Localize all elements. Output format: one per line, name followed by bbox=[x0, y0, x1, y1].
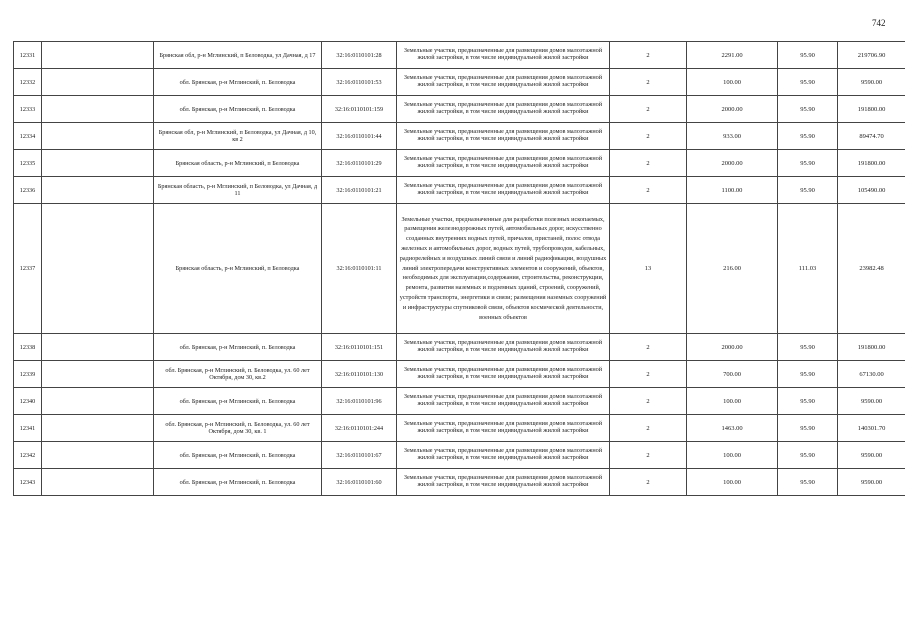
unit-rate-cell: 95.90 bbox=[778, 150, 838, 177]
cadastral-number-cell: 32:16:0110101:67 bbox=[322, 442, 397, 469]
unit-rate-cell: 95.90 bbox=[778, 123, 838, 150]
cadastral-registry-table bbox=[13, 41, 905, 496]
unit-rate-cell: 95.90 bbox=[778, 388, 838, 415]
unit-rate-cell: 95.90 bbox=[778, 469, 838, 496]
area-cell: 100.00 bbox=[687, 442, 778, 469]
cadastral-value-cell: 89474.70 bbox=[838, 123, 905, 150]
row-number-cell: 12335 bbox=[14, 150, 42, 177]
cadastral-value-cell: 9590.00 bbox=[838, 69, 905, 96]
area-cell: 2291.00 bbox=[687, 42, 778, 69]
empty-cell bbox=[42, 69, 154, 96]
cadastral-value-cell: 191800.00 bbox=[838, 96, 905, 123]
unit-rate-cell: 95.90 bbox=[778, 334, 838, 361]
land-use-cell: Земельные участки, предназначенные для размещения домов малоэтажной жилой застройки, в том числе индивидуальной жилой застройки bbox=[397, 361, 610, 388]
table-row bbox=[14, 334, 905, 361]
land-use-cell: Земельные участки, предназначенные для размещения домов малоэтажной жилой застройки, в том числе индивидуальной жилой застройки bbox=[397, 123, 610, 150]
category-cell: 2 bbox=[610, 69, 687, 96]
table-row bbox=[14, 388, 905, 415]
address-cell: обл. Брянская, р-н Мглинский, п. Беловодка bbox=[154, 388, 322, 415]
empty-cell bbox=[42, 361, 154, 388]
empty-cell bbox=[42, 469, 154, 496]
land-use-cell: Земельные участки, предназначенные для размещения домов малоэтажной жилой застройки, в том числе индивидуальной жилой застройки bbox=[397, 177, 610, 204]
empty-cell bbox=[42, 442, 154, 469]
empty-cell bbox=[42, 42, 154, 69]
category-cell: 2 bbox=[610, 442, 687, 469]
area-cell: 100.00 bbox=[687, 388, 778, 415]
category-cell: 2 bbox=[610, 42, 687, 69]
address-cell: обл. Брянская, р-н Мглинский, п. Беловодка, ул. 60 лет Октября, дом 30, кв. 1 bbox=[154, 415, 322, 442]
cadastral-number-cell: 32:16:0110101:159 bbox=[322, 96, 397, 123]
address-cell: Брянская обл, р-н Мглинский, п Беловодка, ул Дачная, д 17 bbox=[154, 42, 322, 69]
empty-cell bbox=[42, 177, 154, 204]
address-cell: обл. Брянская, р-н Мглинский, п. Беловодка bbox=[154, 469, 322, 496]
empty-cell bbox=[42, 96, 154, 123]
empty-cell bbox=[42, 150, 154, 177]
area-cell: 2000.00 bbox=[687, 150, 778, 177]
cadastral-value-cell: 191800.00 bbox=[838, 150, 905, 177]
land-use-cell: Земельные участки, предназначенные для размещения домов малоэтажной жилой застройки, в том числе индивидуальной жилой застройки bbox=[397, 334, 610, 361]
cadastral-number-cell: 32:16:0110101:11 bbox=[322, 204, 397, 334]
category-cell: 2 bbox=[610, 123, 687, 150]
area-cell: 216.00 bbox=[687, 204, 778, 334]
cadastral-number-cell: 32:16:0110101:44 bbox=[322, 123, 397, 150]
unit-rate-cell: 111.03 bbox=[778, 204, 838, 334]
address-cell: обл. Брянская, р-н Мглинский, п. Беловодка bbox=[154, 69, 322, 96]
cadastral-value-cell: 191800.00 bbox=[838, 334, 905, 361]
page-number: 742 bbox=[872, 18, 886, 28]
area-cell: 100.00 bbox=[687, 69, 778, 96]
table-row bbox=[14, 42, 905, 69]
row-number-cell: 12343 bbox=[14, 469, 42, 496]
address-cell: обл. Брянская, р-н Мглинский, п. Беловодка, ул. 60 лет Октября, дом 30, кв.2 bbox=[154, 361, 322, 388]
address-cell: Брянская область, р-н Мглинский, п Беловодка bbox=[154, 204, 322, 334]
row-number-cell: 12340 bbox=[14, 388, 42, 415]
table-row bbox=[14, 69, 905, 96]
row-number-cell: 12338 bbox=[14, 334, 42, 361]
unit-rate-cell: 95.90 bbox=[778, 69, 838, 96]
unit-rate-cell: 95.90 bbox=[778, 361, 838, 388]
empty-cell bbox=[42, 334, 154, 361]
cadastral-value-cell: 219706.90 bbox=[838, 42, 905, 69]
land-use-cell: Земельные участки, предназначенные для размещения домов малоэтажной жилой застройки, в том числе индивидуальной жилой застройки bbox=[397, 150, 610, 177]
cadastral-number-cell: 32:16:0110101:130 bbox=[322, 361, 397, 388]
unit-rate-cell: 95.90 bbox=[778, 96, 838, 123]
area-cell: 933.00 bbox=[687, 123, 778, 150]
address-cell: Брянская область, р-н Мглинский, п Беловодка bbox=[154, 150, 322, 177]
empty-cell bbox=[42, 123, 154, 150]
row-number-cell: 12334 bbox=[14, 123, 42, 150]
cadastral-number-cell: 32:16:0110101:151 bbox=[322, 334, 397, 361]
category-cell: 2 bbox=[610, 150, 687, 177]
cadastral-number-cell: 32:16:0110101:28 bbox=[322, 42, 397, 69]
table-row bbox=[14, 96, 905, 123]
category-cell: 2 bbox=[610, 415, 687, 442]
table-row bbox=[14, 415, 905, 442]
row-number-cell: 12342 bbox=[14, 442, 42, 469]
cadastral-value-cell: 9590.00 bbox=[838, 388, 905, 415]
land-use-cell: Земельные участки, предназначенные для размещения домов малоэтажной жилой застройки, в том числе индивидуальной жилой застройки bbox=[397, 442, 610, 469]
land-use-cell: Земельные участки, предназначенные для размещения домов малоэтажной жилой застройки, в том числе индивидуальной жилой застройки bbox=[397, 96, 610, 123]
category-cell: 2 bbox=[610, 334, 687, 361]
empty-cell bbox=[42, 204, 154, 334]
row-number-cell: 12331 bbox=[14, 42, 42, 69]
category-cell: 2 bbox=[610, 388, 687, 415]
category-cell: 13 bbox=[610, 204, 687, 334]
unit-rate-cell: 95.90 bbox=[778, 177, 838, 204]
land-use-cell: Земельные участки, предназначенные для размещения домов малоэтажной жилой застройки, в том числе индивидуальной жилой застройки bbox=[397, 388, 610, 415]
area-cell: 1100.00 bbox=[687, 177, 778, 204]
area-cell: 700.00 bbox=[687, 361, 778, 388]
cadastral-number-cell: 32:16:0110101:21 bbox=[322, 177, 397, 204]
land-use-cell: Земельные участки, предназначенные для разработки полезных ископаемых, размещения железнодорожных путей, автомобильных дорог, искусственно созданных внутренних водных путей, причалов, пристаней, полос отвода железных и автомобильных дорог, водных путей, трубопроводов, кабельных, радиорелейных и воздушных линий связи и линий радиофикации, воздушных линий электропередачи конструктивных элементов и сооружений, объектов, необходимых для эксплуатации,содержания, строительства, реконструкции, ремонта, развития наземных и подземных зданий, строений, сооружений, устройств транспорта, энергетики и связи; размещения наземных сооружений и инфраструктуры спутниковой связи, объектов космической деятельности, военных объектов bbox=[397, 204, 610, 334]
empty-cell bbox=[42, 415, 154, 442]
row-number-cell: 12337 bbox=[14, 204, 42, 334]
land-use-cell: Земельные участки, предназначенные для размещения домов малоэтажной жилой застройки, в том числе индивидуальной жилой застройки bbox=[397, 69, 610, 96]
unit-rate-cell: 95.90 bbox=[778, 442, 838, 469]
empty-cell bbox=[42, 388, 154, 415]
area-cell: 2000.00 bbox=[687, 334, 778, 361]
area-cell: 1463.00 bbox=[687, 415, 778, 442]
cadastral-value-cell: 105490.00 bbox=[838, 177, 905, 204]
cadastral-value-cell: 9590.00 bbox=[838, 442, 905, 469]
land-use-cell: Земельные участки, предназначенные для размещения домов малоэтажной жилой застройки, в том числе индивидуальной жилой застройки bbox=[397, 42, 610, 69]
table-row bbox=[14, 442, 905, 469]
area-cell: 2000.00 bbox=[687, 96, 778, 123]
row-number-cell: 12333 bbox=[14, 96, 42, 123]
address-cell: Брянская область, р-н Мглинский, п Беловодка, ул Дачная, д 11 bbox=[154, 177, 322, 204]
table-body bbox=[14, 42, 905, 496]
address-cell: обл. Брянская, р-н Мглинский, п. Беловодка bbox=[154, 96, 322, 123]
cadastral-number-cell: 32:16:0110101:53 bbox=[322, 69, 397, 96]
table-row bbox=[14, 177, 905, 204]
address-cell: обл. Брянская, р-н Мглинский, п. Беловодка bbox=[154, 334, 322, 361]
cadastral-number-cell: 32:16:0110101:29 bbox=[322, 150, 397, 177]
unit-rate-cell: 95.90 bbox=[778, 415, 838, 442]
table-row bbox=[14, 204, 905, 334]
cadastral-number-cell: 32:16:0110101:96 bbox=[322, 388, 397, 415]
row-number-cell: 12341 bbox=[14, 415, 42, 442]
land-use-cell: Земельные участки, предназначенные для размещения домов малоэтажной жилой застройки, в том числе индивидуальной жилой застройки bbox=[397, 469, 610, 496]
table-row bbox=[14, 469, 905, 496]
land-use-cell: Земельные участки, предназначенные для размещения домов малоэтажной жилой застройки, в том числе индивидуальной жилой застройки bbox=[397, 415, 610, 442]
table-row bbox=[14, 123, 905, 150]
cadastral-value-cell: 140301.70 bbox=[838, 415, 905, 442]
category-cell: 2 bbox=[610, 469, 687, 496]
cadastral-number-cell: 32:16:0110101:244 bbox=[322, 415, 397, 442]
cadastral-number-cell: 32:16:0110101:60 bbox=[322, 469, 397, 496]
row-number-cell: 12332 bbox=[14, 69, 42, 96]
table-row bbox=[14, 361, 905, 388]
category-cell: 2 bbox=[610, 96, 687, 123]
unit-rate-cell: 95.90 bbox=[778, 42, 838, 69]
area-cell: 100.00 bbox=[687, 469, 778, 496]
cadastral-value-cell: 23982.48 bbox=[838, 204, 905, 334]
table-row bbox=[14, 150, 905, 177]
address-cell: обл. Брянская, р-н Мглинский, п. Беловодка bbox=[154, 442, 322, 469]
row-number-cell: 12336 bbox=[14, 177, 42, 204]
cadastral-value-cell: 67130.00 bbox=[838, 361, 905, 388]
category-cell: 2 bbox=[610, 361, 687, 388]
cadastral-value-cell: 9590.00 bbox=[838, 469, 905, 496]
category-cell: 2 bbox=[610, 177, 687, 204]
row-number-cell: 12339 bbox=[14, 361, 42, 388]
address-cell: Брянская обл, р-н Мглинский, п Беловодка, ул Дачная, д 10, кв 2 bbox=[154, 123, 322, 150]
